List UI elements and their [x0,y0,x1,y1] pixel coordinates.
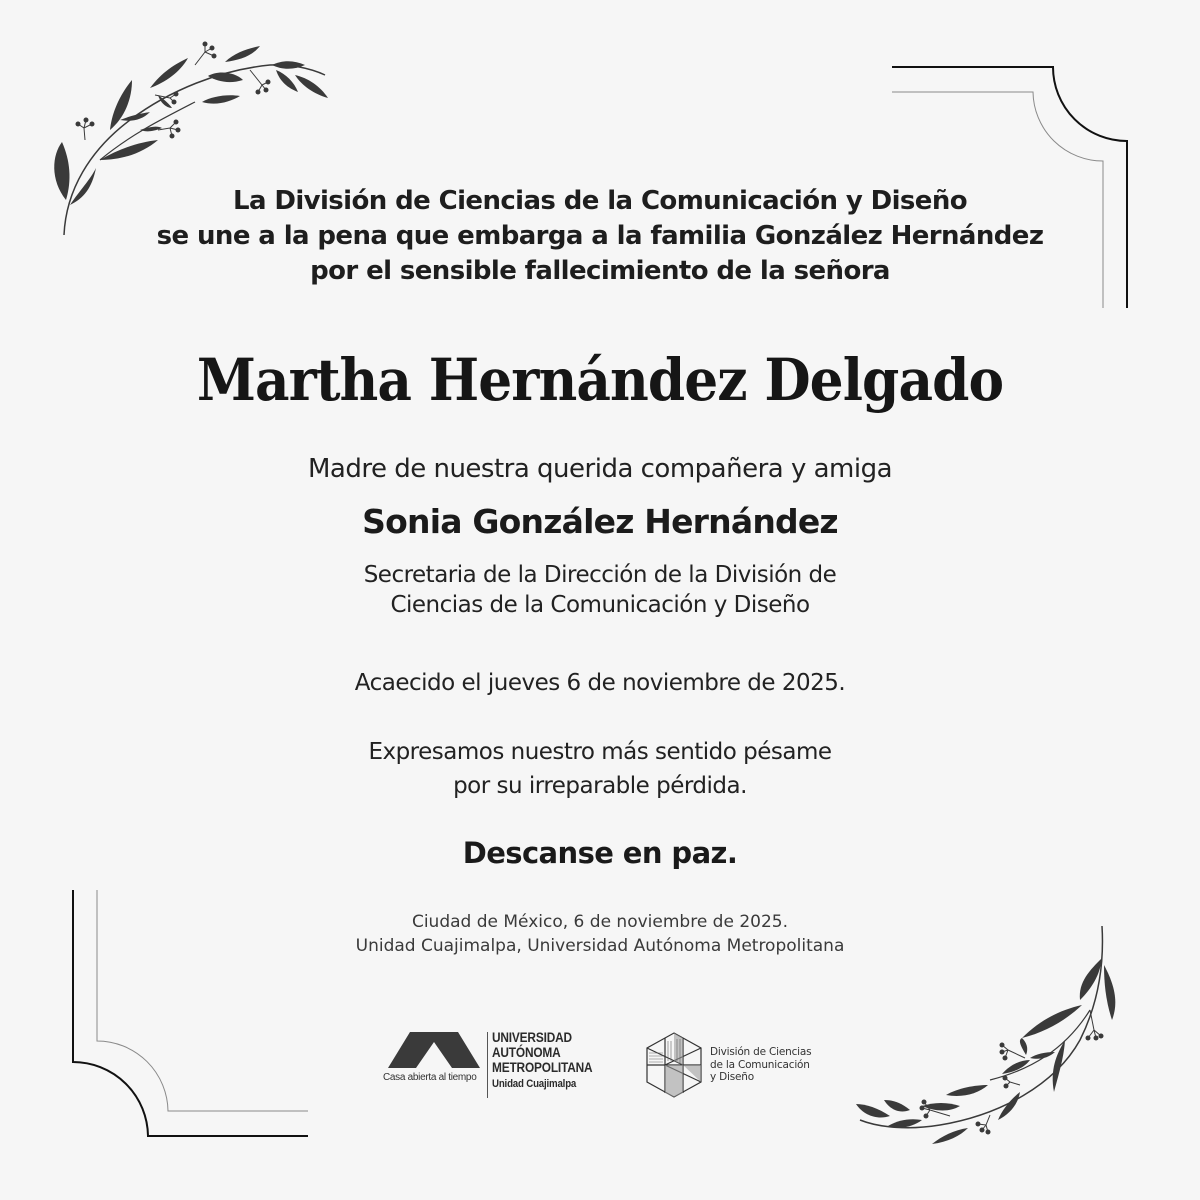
uam-name [492,1030,592,1091]
uam-emblem-icon [388,1030,480,1070]
position-line: Ciencias de la Comunicación y Diseño [390,592,810,618]
intro-line: se une a la pena que embarga a la familia González Hernández [156,221,1044,251]
deceased-name: Martha Hernández Delgado [196,346,1004,414]
dccd-name [710,1046,811,1084]
uam-name-line: UNIVERSIDAD [492,1030,572,1045]
position-line: Secretaria de la Dirección de la División de [363,562,837,588]
intro-line: La División de Ciencias de la Comunicación y Diseño [232,186,967,216]
intro-message [0,184,1200,289]
dccd-name-line: de la Comunicación [710,1058,810,1071]
colleague-position [0,560,1200,620]
intro-line: por el sensible fallecimiento de la señora [310,256,890,286]
uam-logo-divider [487,1032,488,1098]
dccd-name-line: División de Ciencias [710,1046,812,1058]
death-date-text: Acaecido el jueves 6 de noviembre de 2025. [354,670,846,696]
relation-text: Madre de nuestra querida compañera y amiga [307,454,893,484]
closing-text: Descanse en paz. [462,836,738,870]
uam-logo [383,1030,613,1100]
uam-tagline: Casa abierta al tiempo [383,1072,477,1083]
colleague-name: Sonia González Hernández [362,502,838,541]
uam-name-line: METROPOLITANA [492,1060,593,1075]
footer-place-date [0,910,1200,958]
dccd-name-line: y Diseño [710,1071,754,1083]
condolence-message [0,735,1200,803]
institution-line: Unidad Cuajimalpa, Universidad Autónoma Metropolitana [355,936,845,956]
condolence-line: por su irreparable pérdida. [453,773,747,799]
uam-name-line: AUTÓNOMA [492,1045,561,1060]
condolence-line: Expresamos nuestro más sentido pésame [368,739,832,765]
place-date-line: Ciudad de México, 6 de noviembre de 2025. [411,912,789,932]
dccd-hexagon-cube-icon [645,1031,703,1099]
uam-unit: Unidad Cuajimalpa [492,1078,577,1090]
dccd-logo [643,1031,843,1101]
